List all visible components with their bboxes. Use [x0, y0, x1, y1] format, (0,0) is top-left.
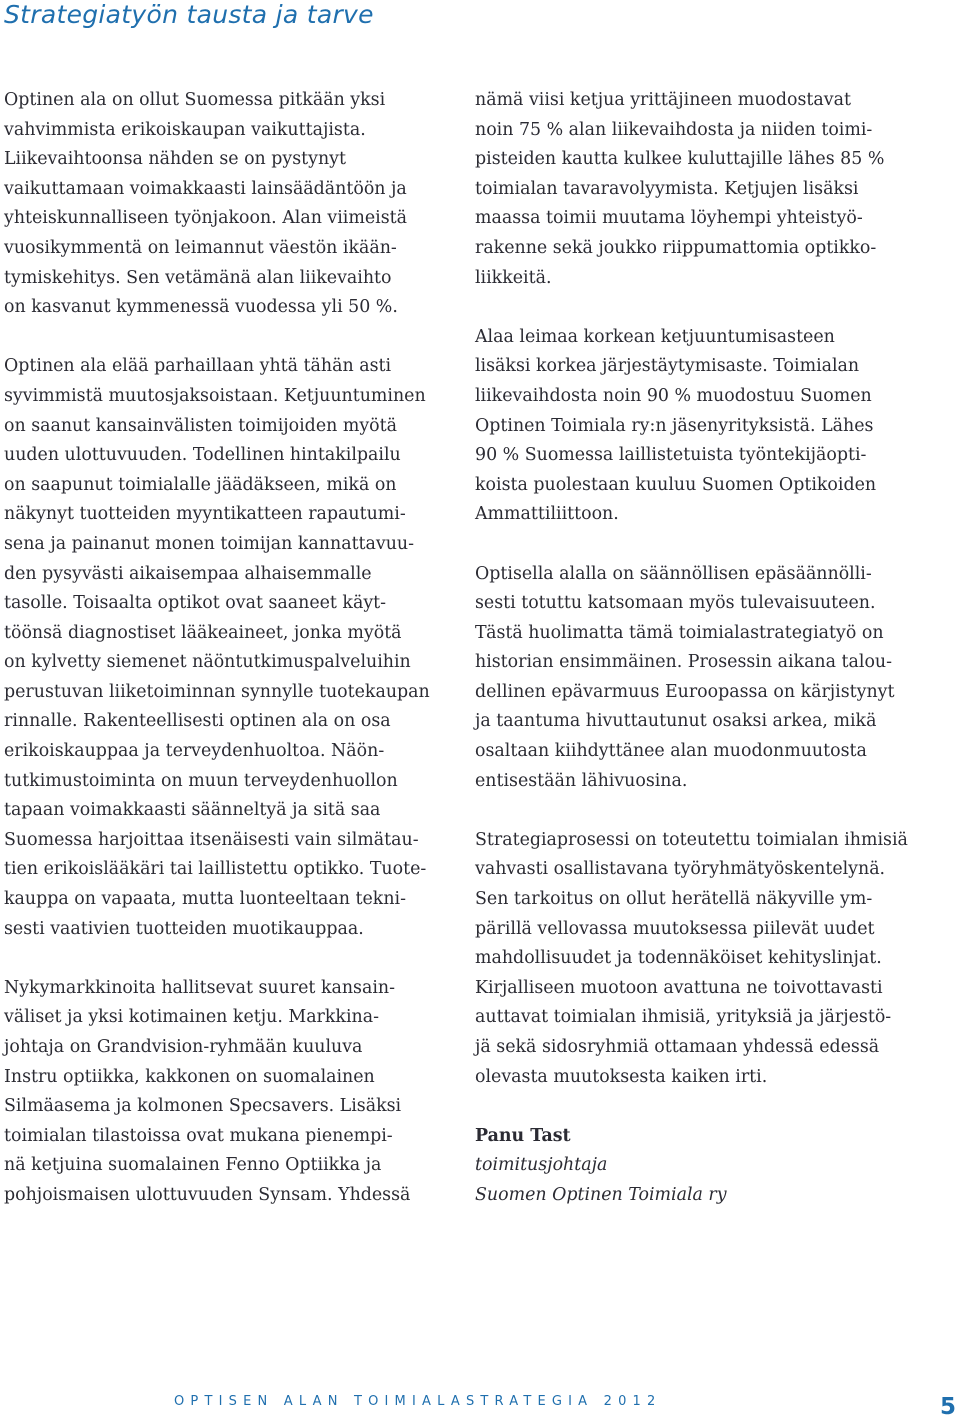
- text-line: vuosikymmentä on leimannut väestön ikään-: [4, 237, 397, 258]
- paragraph: [475, 560, 945, 797]
- footer-publication-title: OPTISEN ALAN TOIMIALASTRATEGIA 2012: [174, 1394, 662, 1409]
- text-line: yhteiskunnalliseen työnjakoon. Alan viimeistä: [4, 208, 407, 229]
- text-line: jä sekä sidosryhmiä ottamaan yhdessä edessä: [475, 1037, 880, 1057]
- text-line: Instru optiikka, kakkonen on suomalainen: [4, 1066, 375, 1087]
- text-line: on saapunut toimialalle jäädäkseen, mikä on: [4, 474, 397, 495]
- text-line: lisäksi korkea järjestäytymisaste. Toimialan: [475, 356, 860, 377]
- text-line: sesti vaativien tuotteiden muotikauppaa.: [4, 918, 364, 939]
- text-line: dellinen epävarmuus Euroopassa on kärjistynyt: [475, 681, 895, 702]
- text-line: väliset ja yksi kotimainen ketju. Markkina-: [4, 1007, 379, 1028]
- text-line: liikkeitä.: [475, 267, 552, 288]
- text-line: vaikuttamaan voimakkaasti lainsäädäntöön ja: [4, 178, 407, 199]
- text-line: pisteiden kautta kulkee kuluttajille lähes 85 %: [475, 149, 885, 170]
- paragraph-gap: [475, 796, 945, 826]
- text-line: Strategiaprosessi on toteutettu toimialan ihmisiä: [475, 829, 908, 850]
- text-line: tutkimustoiminta on muun terveydenhuollon: [4, 770, 398, 791]
- text-line: Silmäasema ja kolmonen Specsavers. Lisäksi: [4, 1096, 402, 1117]
- text-line: noin 75 % alan liikevaihdosta ja niiden toimi-: [475, 119, 873, 140]
- page-title: Strategiatyön tausta ja tarve: [4, 0, 374, 29]
- text-line: vahvimmista erikoiskaupan vaikuttajista.: [4, 119, 366, 140]
- text-line: Tästä huolimatta tämä toimialastrategiatyö on: [475, 622, 884, 643]
- text-line: olevasta muutoksesta kaiken irti.: [475, 1066, 768, 1087]
- text-line: liikevaihdosta noin 90 % muodostuu Suomen: [475, 385, 872, 406]
- signature-organization: Suomen Optinen Toimiala ry: [475, 1184, 727, 1205]
- text-line: osaltaan kiihdyttänee alan muodonmuutosta: [475, 741, 867, 762]
- text-line: ja taantuma hivuttautunut osaksi arkea, mikä: [475, 711, 877, 732]
- text-line: Optinen Toimiala ry:n jäsenyrityksistä. Lähes: [475, 415, 874, 436]
- signature-block: [475, 1122, 945, 1211]
- text-line: Sen tarkoitus on ollut herätellä näkyville ym-: [475, 889, 873, 910]
- text-line: Ammattiliittoon.: [475, 504, 619, 525]
- text-line: johtaja on Grandvision-ryhmään kuuluva: [4, 1037, 363, 1057]
- text-line: Nykymarkkinoita hallitsevat suuret kansain-: [4, 977, 395, 998]
- text-line: toimialan tilastoissa ovat mukana pienempi-: [4, 1125, 393, 1146]
- text-line: on kasvanut kymmenessä vuodessa yli 50 %.: [4, 297, 398, 318]
- text-line: auttavat toimialan ihmisiä, yrityksiä ja järjestö-: [475, 1007, 892, 1028]
- text-line: nämä viisi ketjua yrittäjineen muodostavat: [475, 90, 851, 110]
- text-line: on kylvetty siemenet näöntutkimuspalveluihin: [4, 652, 411, 673]
- text-line: Suomessa harjoittaa itsenäisesti vain silmätau-: [4, 829, 419, 850]
- paragraph: [475, 86, 945, 293]
- text-line: tapaan voimakkaasti säänneltyä ja sitä saa: [4, 800, 381, 821]
- text-line: mahdollisuudet ja todennäköiset kehityslinjat.: [475, 948, 882, 969]
- text-line: Liikevaihtoonsa nähden se on pystynyt: [4, 149, 346, 170]
- text-line: vahvasti osallistavana työryhmätyöskentelynä.: [475, 859, 886, 880]
- text-line: koista puolestaan kuuluu Suomen Optikoiden: [475, 474, 877, 495]
- paragraph-gap: [4, 323, 444, 353]
- text-line: rakenne sekä joukko riippumattomia optikko-: [475, 237, 877, 258]
- page-number: 5: [939, 1394, 956, 1420]
- text-line: tasolle. Toisaalta optikot ovat saaneet käyt-: [4, 593, 387, 614]
- text-line: kauppa on vapaata, mutta luonteeltaan tekni-: [4, 889, 406, 910]
- text-line: näkynyt tuotteiden myyntikatteen rapautumi-: [4, 504, 406, 525]
- text-line: toimialan tavaravolyymista. Ketjujen lisäksi: [475, 178, 859, 199]
- text-line: historian ensimmäinen. Prosessin aikana talou-: [475, 652, 892, 673]
- text-line: perustuvan liiketoiminnan synnylle tuotekaupan: [4, 681, 430, 702]
- text-line: Kirjalliseen muotoon avattuna ne toivottavasti: [475, 977, 883, 998]
- text-line: erikoiskauppaa ja terveydenhuoltoa. Näön-: [4, 741, 385, 762]
- text-line: Optisella alalla on säännöllisen epäsäännölli-: [475, 563, 872, 584]
- signature-name: Panu Tast: [475, 1125, 571, 1146]
- text-line: nä ketjuina suomalainen Fenno Optiikka ja: [4, 1155, 382, 1176]
- paragraph: [4, 352, 444, 944]
- text-line: on saanut kansainvälisten toimijoiden myötä: [4, 415, 397, 436]
- text-line: pohjoismaisen ulottuvuuden Synsam. Yhdessä: [4, 1184, 411, 1205]
- left-column: [4, 86, 444, 1211]
- text-line: pärillä vellovassa muutoksessa piilevät uudet: [475, 918, 875, 939]
- text-line: den pysyvästi aikaisempaa alhaisemmalle: [4, 563, 372, 584]
- text-line: 90 % Suomessa laillistetuista työntekijäopti-: [475, 445, 867, 466]
- text-line: sesti totuttu katsomaan myös tulevaisuuteen.: [475, 593, 876, 614]
- paragraph-gap: [475, 1092, 945, 1122]
- text-line: syvimmistä muutosjaksoistaan. Ketjuuntuminen: [4, 385, 426, 406]
- text-line: Optinen ala on ollut Suomessa pitkään yksi: [4, 90, 386, 110]
- text-line: töönsä diagnostiset lääkeaineet, jonka myötä: [4, 622, 402, 643]
- text-line: sena ja painanut monen toimijan kannattavuu-: [4, 533, 415, 554]
- paragraph-gap: [475, 530, 945, 560]
- text-line: tien erikoislääkäri tai laillistettu optikko. Tuote-: [4, 859, 427, 880]
- text-line: Optinen ala elää parhaillaan yhtä tähän asti: [4, 356, 392, 377]
- text-line: entisestään lähivuosina.: [475, 770, 688, 791]
- signature-role: toimitusjohtaja: [475, 1155, 608, 1176]
- paragraph: [4, 86, 444, 323]
- text-line: tymiskehitys. Sen vetämänä alan liikevaihto: [4, 267, 392, 288]
- paragraph-gap: [475, 293, 945, 323]
- paragraph: [475, 323, 945, 530]
- text-line: rinnalle. Rakenteellisesti optinen ala on osa: [4, 711, 391, 732]
- paragraph: [4, 974, 444, 1211]
- right-column: [475, 86, 945, 1211]
- paragraph: [475, 826, 945, 1092]
- paragraph-gap: [4, 944, 444, 974]
- text-line: maassa toimii muutama löyhempi yhteistyö-: [475, 208, 863, 229]
- text-line: uuden ulottuvuuden. Todellinen hintakilpailu: [4, 445, 401, 466]
- text-line: Alaa leimaa korkean ketjuuntumisasteen: [475, 326, 835, 347]
